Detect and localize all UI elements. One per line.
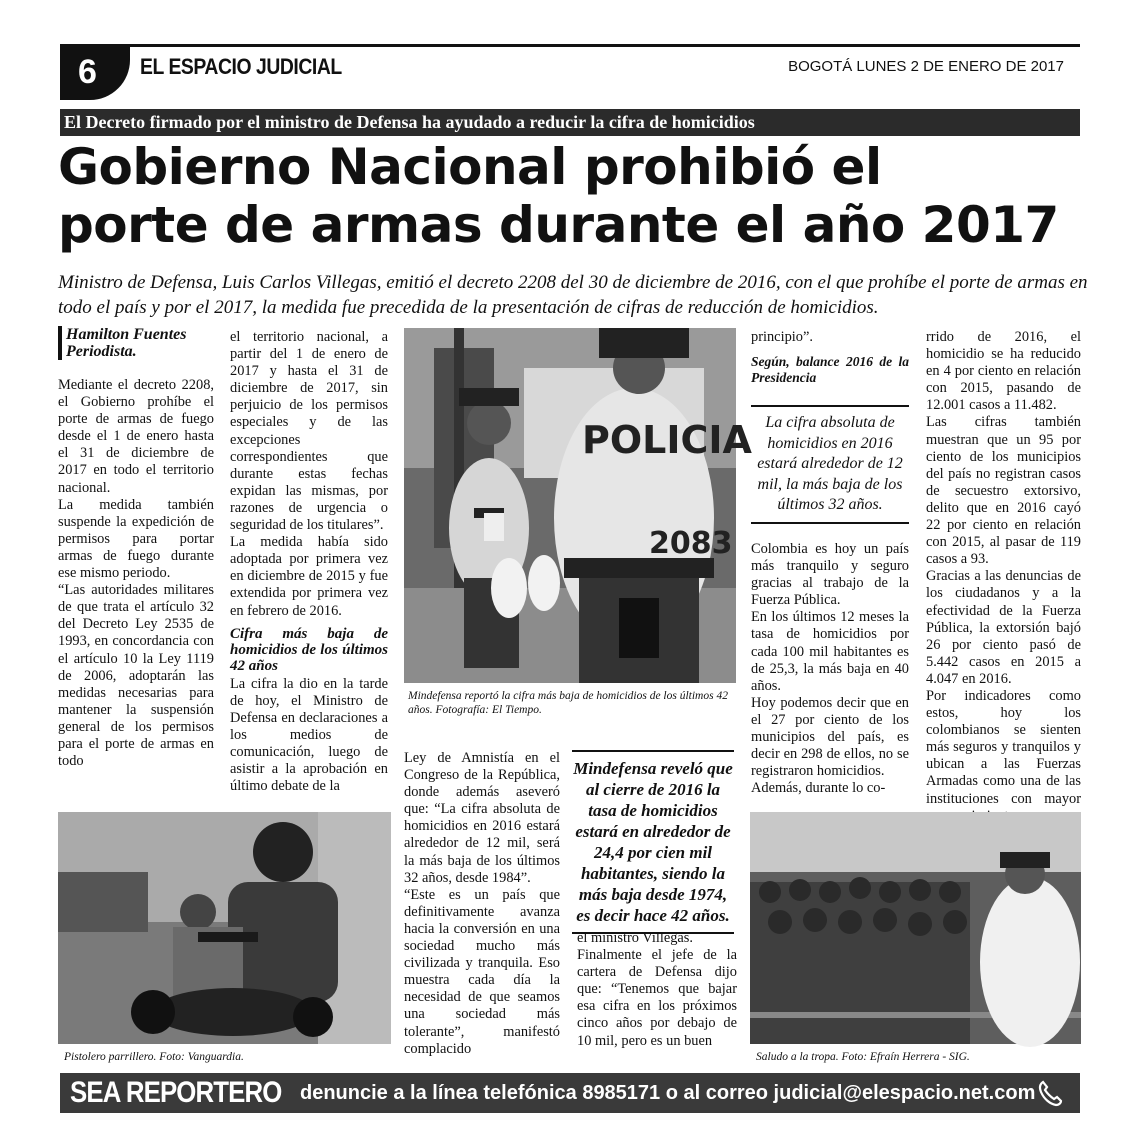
footer-banner <box>60 1073 1080 1113</box>
paragraph: Mediante el decreto 2208, el Gobierno prohíbe el porte de armas de fuego desde el 1 de enero hasta el 31 de diciembre de 2017 en todo el territorio nacional. <box>58 377 214 496</box>
motorcycle-photo-illustration <box>58 812 391 1044</box>
paragraph: La medida también suspende la expedición de permisos para portar armas de fuego durante ese mismo periodo. <box>58 496 214 582</box>
byline-name: Hamilton Fuentes <box>66 326 187 343</box>
dateline: BOGOTÁ LUNES 2 DE ENERO DE 2017 <box>788 58 1064 75</box>
photo-police-caption: Mindefensa reportó la cifra más baja de homicidios de los últimos 42 años. Fotografía: El Tiempo. <box>408 690 728 716</box>
paragraph: el ministro Villegas. <box>577 930 693 946</box>
subhead-cifra: Cifra más baja de homicidios de los últimos 42 años <box>230 625 388 674</box>
paragraph: Hoy podemos decir que en el 27 por ciento de los municipios del país, es decir en 298 de ellos, no se registraron homicidios. <box>751 694 909 780</box>
kicker: El Decreto firmado por el ministro de Defensa ha ayudado a reducir la cifra de homicidios <box>60 109 1080 136</box>
photo-troops <box>750 812 1081 1044</box>
pull-quote-cifra: La cifra absoluta de homicidios en 2016 estará alrededor de 12 mil, la más baja de los últimos 32 años. <box>751 405 909 524</box>
lede: Ministro de Defensa, Luis Carlos Villegas, emitió el decreto 2208 del 30 de diciembre de 2016, con el que prohíbe el porte de armas en todo el país y por el 2017, la medida fue precedida de la presentación de cifras de reducción de homicidios. <box>58 272 1088 318</box>
paragraph: “Las autoridades militares de que trata el artículo 32 del Decreto Ley 2535 de 1993, en concordancia con el artículo 10 la Ley 1119 de 2006, adoptarán las medidas necesarias para mantener la suspensión general de los permisos para el porte de armas en todo <box>58 582 214 770</box>
paragraph: La cifra la dio en la tarde de hoy, el Ministro de Defensa en declaraciones a los medios de comunicación, luego de asistir a la aprobación en último debate de la <box>230 675 388 795</box>
troops-photo-illustration <box>750 812 1081 1044</box>
byline-role: Periodista. <box>66 343 137 360</box>
paragraph: Además, durante lo co- <box>751 780 886 797</box>
page-number: 6 <box>60 44 130 100</box>
phone-icon <box>1034 1077 1066 1109</box>
paragraph: Gracias a las denuncias de los ciudadanos y a la efectividad de la Fuerza Pública, la extorsión bajó 26 por ciento pasó de 5.442 casos en 2015 a 4.047 en 2016. <box>926 568 1081 687</box>
photo-motorcycle <box>58 812 391 1044</box>
footer-text: denuncie a la línea telefónica 8985171 o al correo judicial@elespacio.net.com <box>300 1082 1036 1104</box>
photo-troops-caption: Saludo a la tropa. Foto: Efraín Herrera - SIG. <box>756 1051 970 1063</box>
paragraph: principio”. <box>751 329 813 345</box>
column-3 <box>404 750 560 1064</box>
paragraph: En los últimos 12 meses la tasa de homicidios por cada 100 mil habitantes es de 25,3, la más baja en 40 años. <box>751 609 909 694</box>
column-4-top <box>751 329 909 392</box>
photo-police <box>404 328 752 683</box>
paragraph: Finalmente el jefe de la cartera de Defensa dijo que: “Tenemos que bajar esa cifra en los próximos cinco años por debajo de 10 mil, pero es un buen <box>577 947 737 1049</box>
byline <box>58 326 216 360</box>
paragraph: rrido de 2016, el homicidio se ha reducido en 4 por ciento en relación con 2015, pasando de 12.001 casos a 11.482. <box>926 329 1081 414</box>
paragraph: Colombia es hoy un país más tranquilo y seguro gracias al trabajo de la Fuerza Pública. <box>751 541 909 609</box>
headline-line-2: porte de armas durante el año 2017 <box>58 196 1059 254</box>
police-vest-text: POLICIA <box>582 418 752 462</box>
headline <box>58 138 1088 254</box>
column-1 <box>58 377 214 802</box>
pull-quote-mindefensa: Mindefensa reveló que al cierre de 2016 la tasa de homicidios estará en alrededor de 24,4 por cien mil habitantes, siendo la más baja desde 1974, es decir hace 42 años. <box>572 750 734 934</box>
paragraph: Ley de Amnistía en el Congreso de la República, donde además aseveró que: “La cifra absoluta de homicidios en 2016 estará alrededor de 12 mil, será la más baja de los últimos 32 años, desde 1984”. <box>404 750 560 886</box>
photo-motorcycle-caption: Pistolero parrillero. Foto: Vanguardia. <box>64 1051 244 1063</box>
column-3b <box>577 930 737 1064</box>
masthead-rule <box>60 44 1080 47</box>
police-photo-illustration <box>404 328 752 683</box>
paragraph: “Este es un país que definitivamente avanza hacia la conversión en una sociedad mucho más civilizada y tranquila. Eso muestra cada día la necesidad de que seamos una sociedad más tolerante”, manifestó complacido <box>404 886 560 1057</box>
police-badge-number: 2083 <box>649 526 733 561</box>
column-5 <box>926 329 1081 807</box>
headline-line-1: Gobierno Nacional prohibió el <box>58 138 882 196</box>
paragraph: Por indicadores como estos, hoy los colombianos se sienten más seguros y tranquilos y ubican a las Fuerzas Armadas como una de las instituciones con mayor <box>926 687 1081 807</box>
paragraph: el territorio nacional, a partir del 1 de enero de 2017 y hasta el 31 de diciembre de 2017, sin perjuicio de los permisos especiales y de las excepciones correspondientes que durante estas fechas expidan las mismas, por razones de urgencia o seguridad de los titulares”. <box>230 329 388 534</box>
paragraph: Las cifras también muestran que un 95 por ciento de los municipios del país no registran casos de secuestro extorsivo, delito que en 2016 cayó 22 por ciento en relación con 2015, al pasar de 119 casos a 93. <box>926 414 1081 568</box>
column-2 <box>230 329 388 801</box>
paragraph: La medida había sido adoptada por primera vez en diciembre de 2015 y fue extendida por primera vez en febrero de 2016. <box>230 534 388 619</box>
column-4 <box>751 541 909 803</box>
footer-brand: SEA REPORTERO <box>70 1076 282 1109</box>
subhead-balance: Según, balance 2016 de la Presidencia <box>751 354 909 386</box>
section-title: EL ESPACIO JUDICIAL <box>140 54 342 79</box>
